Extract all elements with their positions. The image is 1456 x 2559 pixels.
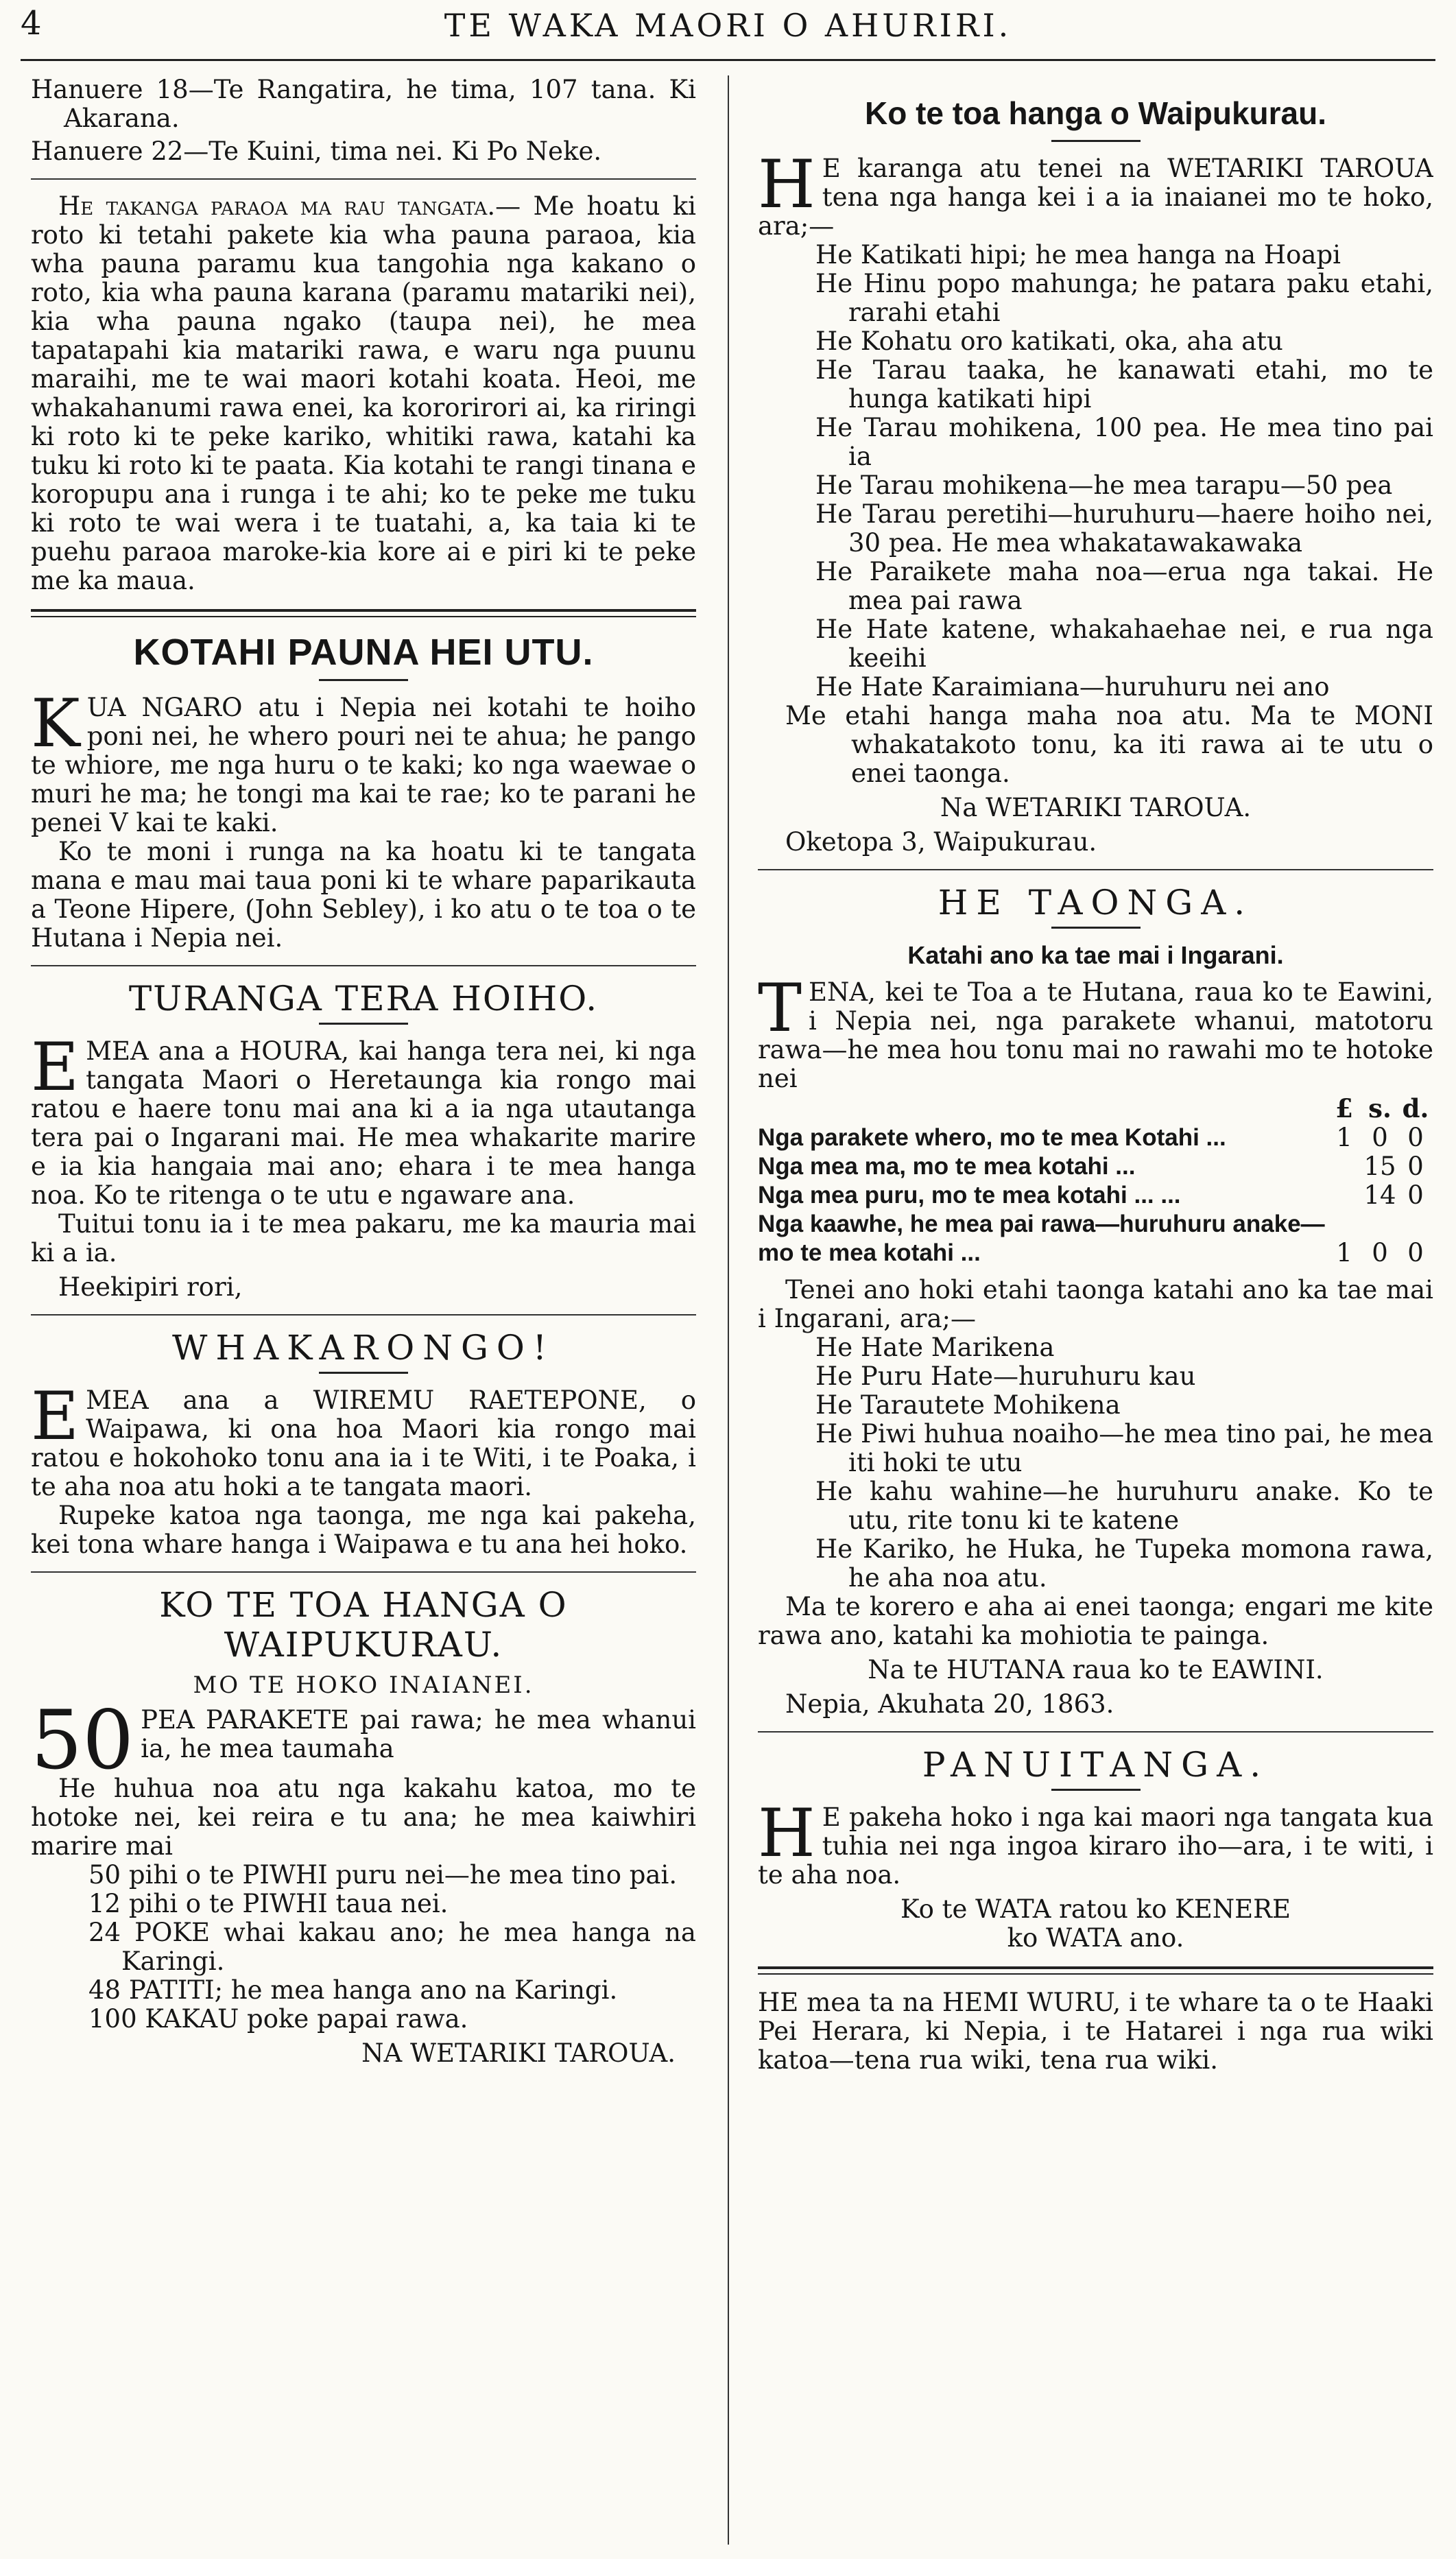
gift-title: HE TAONGA. [938, 883, 1254, 923]
right-column [758, 75, 1433, 2075]
gift-item: He Tarautete Mohikena [815, 1390, 1121, 1420]
recipe-body: Me hoatu ki roto ki tetahi pakete kia wha pauna paraoa, kia wha pauna paramu kua tangohia nga kakano o roto, kia wha pauna karana (paramu matariki nei), kia wha pauna ngako (taupa nei), he mea tapatapahi kia matariki rawa, e waru nga puunu maraihi, me te wai maori kotahi koata. Heoi, me whakahanumi rawa enei, ka kororirori ai, ka riringi ki roto ki te peke kariko, whitiki rawa, katahi ka tuku ki roto ki te paata. Kia kotahi te rangi tinana e koropupu ana i runga i te ahi; ko te peke me tuku ki roto te wai wera i te tuatahi, a, ka taia ki te puehu paraoa maroke-kia kore ai e piri ki te peke me ka maua. [31, 191, 696, 595]
divider [31, 1571, 696, 1573]
gift-item: He Hate Marikena [815, 1333, 1055, 1362]
drop-cap: H [758, 1795, 815, 1872]
stallion-title: TURANGA TERA HOIHO. [128, 979, 599, 1019]
lost-horse-text: KUA NGARO atu i Nepia nei kotahi te hoiho poni nei, he whero pouri nei te ahua; he pango te whiore, me nga huru o te kaki; ko nga waewae o muri he ma; he tongi ma kai te rae; ko te parani he penei V kai te kaki. [31, 685, 696, 837]
right-store-title: Ko te toa hanga o Waipukurau. [865, 95, 1326, 131]
price-row: Nga mea puru, mo te mea kotahi ... ... 14 0 [758, 1180, 1424, 1210]
right-store-item: He Tarau peretihi—huruhuru—haere hoiho nei, 30 pea. He mea whakatawakawaka [815, 499, 1433, 558]
drop-cap: T [758, 970, 802, 1047]
printer-imprint: HE mea ta na HEMI WURU, i te whare ta o te Haaki Pei Herara, ki Nepia, i te Hatarei i nga rua wiki katoa—tena rua wiki, tena rua wiki. [758, 1988, 1433, 2075]
listen-text: EMEA ana a WIREMU RAETEPONE, o Waipawa, ki ona hoa Maori kia rongo mai ratou e hokohoko tonu ana ia i te Witi, i te Poaka, i te aha noa atu hoki a te tangata maori. [31, 1378, 696, 1501]
store-subtitle: MO TE HOKO INAIANEI. [193, 1671, 534, 1699]
notice-signature: Ko te WATA ratou ko KENERE [900, 1894, 1291, 1924]
divider [1051, 927, 1141, 929]
store-signature: NA WETARIKI TAROUA. [361, 2038, 676, 2068]
store-title: KO TE TOA HANGA O WAIPUKURAU. [159, 1585, 568, 1665]
store-item: 100 KAKAU poke papai rawa. [88, 2004, 468, 2034]
drop-number: 50 [31, 1693, 134, 1787]
page-number: 4 [21, 4, 42, 43]
divider [31, 178, 696, 180]
double-rule [31, 609, 696, 617]
right-store-outro: Me etahi hanga maha noa atu. Ma te MONI whakatakoto tonu, ka iti rawa ai te utu o enei taonga. [785, 701, 1433, 788]
drop-cap: E [31, 1029, 80, 1106]
recipe-article [31, 192, 696, 595]
listen-title: WHAKARONGO! [172, 1328, 555, 1368]
price-row: Nga kaawhe, he mea pai rawa—huruhuru anake—mo te mea kotahi ... 1 0 0 [758, 1211, 1424, 1267]
listen-goods: Rupeke katoa nga taonga, me nga kai pakeha, kei tona whare hanga i Waipawa e tu ana hei hoko. [31, 1501, 696, 1559]
gift-item: He kahu wahine—he huruhuru anake. Ko te utu, rite tonu ki te katene [815, 1477, 1433, 1535]
right-store-date: Oketopa 3, Waipukurau. [785, 827, 1097, 857]
divider [319, 679, 408, 681]
right-store-item: He Hate Karaimiana—huruhuru nei ano [815, 672, 1330, 702]
double-rule [758, 1966, 1433, 1975]
divider [31, 965, 696, 966]
gift-date: Nepia, Akuhata 20, 1863. [785, 1689, 1114, 1719]
shipping-line: Hanuere 22—Te Kuini, tima nei. Ki Po Neke. [31, 136, 602, 166]
divider [1051, 140, 1141, 142]
divider [758, 1731, 1433, 1733]
store-clothing: He huhua noa atu nga kakahu katoa, mo te hotoke nei, kei reira e tu ana; he mea kaiwhiri marire mai [31, 1774, 696, 1861]
stallion-signature: Heekipiri rori, [58, 1272, 243, 1302]
masthead-title: TE WAKA MAORI O AHURIRI. [444, 7, 1012, 44]
drop-cap: K [31, 685, 80, 762]
gift-more: Tenei ano hoki etahi taonga katahi ano ka tae mai i Ingarani, ara;— [758, 1275, 1433, 1333]
store-item: 50 pihi o te PIWHI puru nei—he mea tino pai. [88, 1860, 678, 1890]
right-store-intro: H E karanga atu tenei na WETARIKI TAROUA tena nga hanga kei i a ia inaianei mo te hoko, ara;— [758, 146, 1433, 241]
gift-subtitle: Katahi ano ka tae mai i Ingarani. [907, 941, 1284, 969]
right-store-signature: Na WETARIKI TAROUA. [940, 793, 1252, 822]
gift-signature: Na te HUTANA raua ko te EAWINI. [868, 1655, 1324, 1685]
gift-item: He Piwi huhua noaiho—he mea tino pai, he mea iti hoki te utu [815, 1419, 1433, 1477]
lost-horse-reward: Ko te moni i runga na ka hoatu ki te tangata mana e mau mai taua poni ki te whare paparikauta a Teone Hipere, (John Sebley), i ko atu o te toa o te Hutana i Nepia nei. [31, 837, 696, 953]
stallion-repair: Tuitui tonu ia i te mea pakaru, me ka mauria mai ki a ia. [31, 1209, 696, 1267]
divider [319, 1023, 408, 1025]
shipping-line: Hanuere 18—Te Rangatira, he tima, 107 tana. Ki Akarana. [31, 75, 696, 133]
right-store-item: He Hinu popo mahunga; he patara paku etahi, rarahi etahi [815, 269, 1433, 327]
drop-cap: H [758, 146, 815, 223]
price-row: Nga parakete whero, mo te mea Kotahi ... 1 0 0 [758, 1123, 1424, 1152]
price-row: Nga mea ma, mo te mea kotahi ... 15 0 [758, 1152, 1424, 1181]
store-item: 48 PATITI; he mea hanga ano na Karingi. [88, 1975, 618, 2005]
recipe-heading: He takanga paraoa ma rau tangata.— [58, 191, 521, 221]
gift-item: He Puru Hate—huruhuru kau [815, 1361, 1196, 1391]
right-store-item: He Tarau mohikena—he mea tarapu—50 pea [815, 471, 1393, 500]
divider [319, 1372, 408, 1374]
right-store-item: He Tarau taaka, he kanawati etahi, mo te hunga katikati hipi [815, 355, 1433, 414]
price-header: £ s. d. [1335, 1093, 1429, 1123]
right-store-item: He Katikati hipi; he mea hanga na Hoapi [815, 240, 1341, 270]
store-item: 24 POKE whai kakau ano; he mea hanga na Karingi. [88, 1918, 696, 1976]
divider [758, 869, 1433, 870]
store-item: 12 pihi o te PIWHI taua nei. [88, 1889, 449, 1918]
divider [31, 1314, 696, 1316]
right-store-item: He Tarau mohikena, 100 pea. He mea tino pai ia [815, 413, 1433, 471]
drop-cap: E [31, 1378, 80, 1455]
right-store-item: He Hate katene, whakahaehae nei, e rua nga keeihi [815, 615, 1433, 673]
gift-intro: TENA, kei te Toa a te Hutana, raua ko te Eawini, i Nepia nei, nga parakete whanui, matotoru rawa—he mea hou tonu mai no rawahi mo te hotoke nei [758, 970, 1433, 1093]
stallion-text: EMEA ana a HOURA, kai hanga tera nei, ki nga tangata Maori o Heretaunga kia rongo mai ratou e haere tonu mai ana ki a ia nga utautanga tera pai o Ingarani mai. He mea whakarite marire e ia kia hangaia mai ano; ehara i te mea hanga noa. Ko te ritenga o te utu e ngaware ana. [31, 1029, 696, 1210]
right-store-item: He Paraikete maha noa—erua nga takai. He mea pai rawa [815, 557, 1433, 615]
gift-closing: Ma te korero e aha ai enei taonga; engari me kite rawa ano, katahi ka mohiotia te painga. [758, 1592, 1433, 1650]
header-rule [21, 59, 1435, 61]
store-text: 50 PEA PARAKETE pai rawa; he mea whanui ia, he mea taumaha [31, 1693, 696, 1787]
notice-title: PANUITANGA. [922, 1745, 1269, 1785]
column-divider [728, 75, 729, 2545]
notice-text: H E pakeha hoko i nga kai maori nga tangata kua tuhia nei nga ingoa kiraro iho—ara, i te witi, i te aha noa. [758, 1795, 1433, 1890]
divider [1051, 1789, 1141, 1791]
notice-signature: ko WATA ano. [1007, 1923, 1184, 1953]
gift-item: He Kariko, he Huka, he Tupeka momona rawa, he aha noa atu. [815, 1534, 1433, 1593]
right-store-item: He Kohatu oro katikati, oka, aha atu [815, 326, 1283, 356]
left-column [31, 75, 696, 2068]
lost-horse-title: KOTAHI PAUNA HEI UTU. [133, 632, 594, 673]
